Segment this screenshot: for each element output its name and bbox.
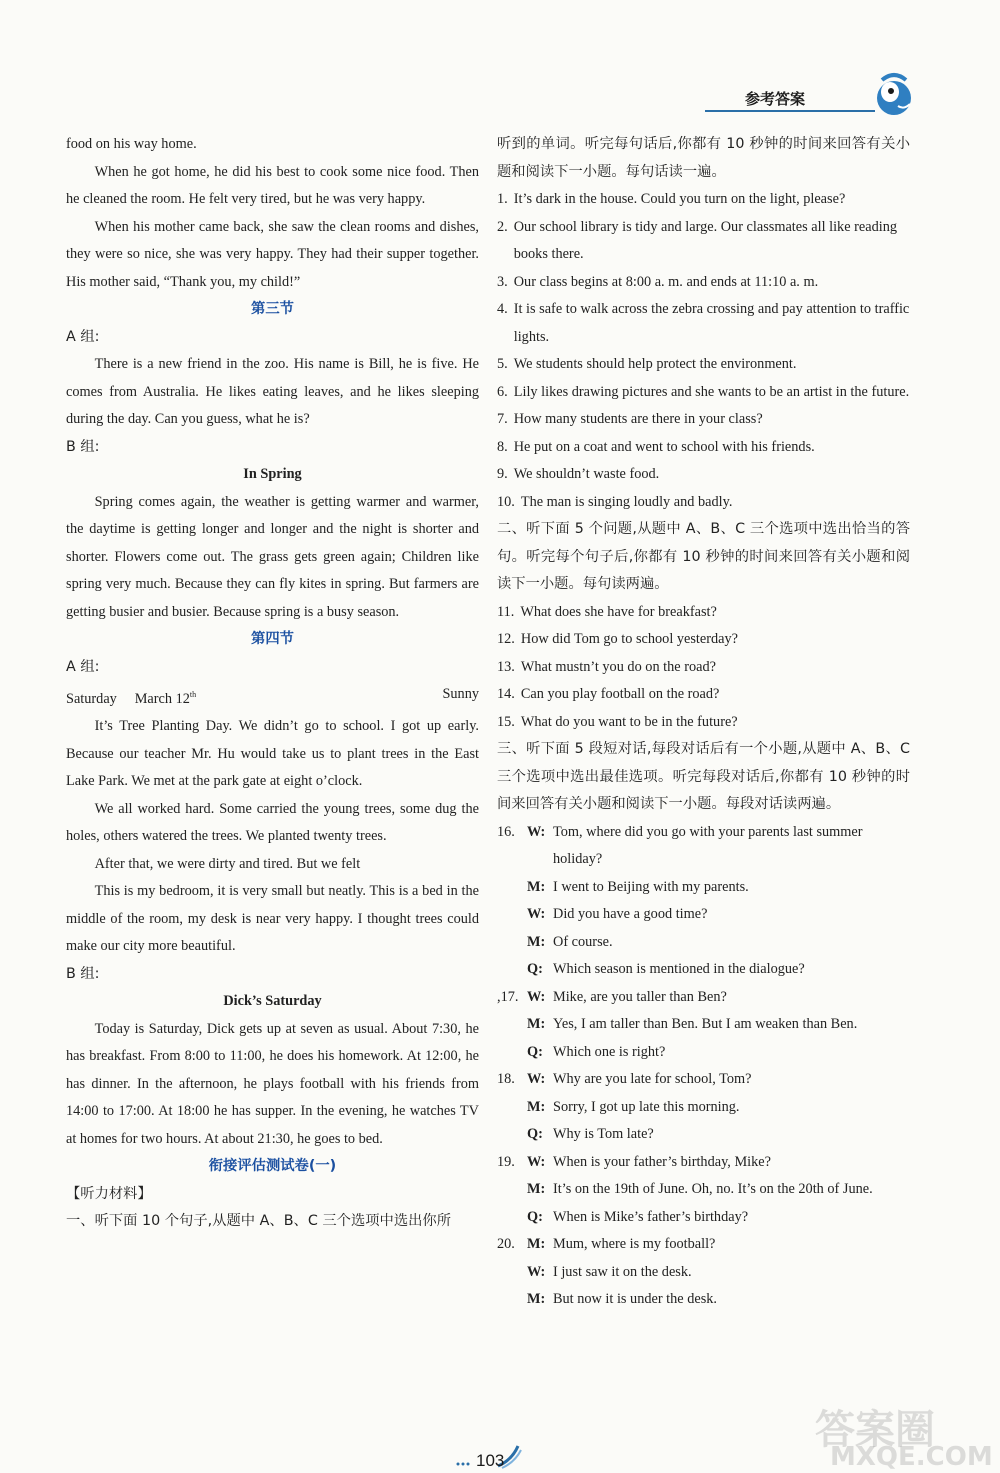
dialogue-text: When is your father’s birthday, Mike? xyxy=(553,1153,771,1170)
question-text: Our school library is tidy and large. Our classmates all like reading books there. xyxy=(513,218,897,262)
dialogue-number xyxy=(497,1176,527,1204)
dialogue-text: Which season is mentioned in the dialogue? xyxy=(553,961,805,977)
dialogue-line xyxy=(497,1149,910,1177)
dialogue-speaker: W: xyxy=(527,1071,546,1087)
question-item xyxy=(497,379,910,407)
diary-paragraph: This is my bedroom, it is very small but neatly. This is a bed in the middle of the room, my desk is near very happy. I thought trees could make our city more beautiful. xyxy=(66,883,479,955)
dialogue-number: 16. xyxy=(497,823,515,840)
question-item xyxy=(497,296,910,351)
dialogue-number xyxy=(497,874,527,902)
left-column xyxy=(66,131,479,1236)
dialogue-line xyxy=(497,1039,910,1067)
dialogue-number xyxy=(497,1094,527,1122)
question-number: 3. xyxy=(497,273,508,290)
question-number: 4. xyxy=(497,301,508,317)
dialogue-line xyxy=(497,1259,910,1287)
dialogue-number: 20. xyxy=(497,1236,515,1252)
dialogue-list xyxy=(497,819,910,1314)
question-number: 7. xyxy=(497,411,508,427)
dialogue-line xyxy=(497,929,910,957)
dialogue-text: Why are you late for school, Tom? xyxy=(553,1071,752,1087)
dialogue-speaker: W: xyxy=(527,988,546,1005)
question-number: 2. xyxy=(497,218,508,235)
essay-paragraph: Today is Saturday, Dick gets up at seven as usual. About 7:30, he has breakfast. From 8:00 to 11:00, he does his homework. At 12:00, he has dinner. In the afternoon, he plays football with his friends from 14:00 to 17:00. At 18:00 he has supper. In the evening, he watches TV at homes for two hours. At about 21:30, he goes to bed. xyxy=(66,1020,479,1147)
group-label-b: B 组: xyxy=(66,965,100,982)
dialogue-number xyxy=(497,1011,527,1039)
dialogue-speaker: Q: xyxy=(527,1126,543,1142)
question-item xyxy=(497,269,910,297)
question-text: The man is singing loudly and badly. xyxy=(520,493,733,510)
dialogue-number xyxy=(497,956,527,984)
part1-instructions: 一、听下面 10 个句子,从题中 A、B、C 三个选项中选出你所 xyxy=(66,1213,452,1230)
dialogue-text: But now it is under the desk. xyxy=(553,1291,718,1307)
question-number: 11. xyxy=(497,603,515,620)
riddle-paragraph: There is a new friend in the zoo. His name is Bill, he is five. He comes from Australia. He likes eating leaves, and he likes sleeping during the day. Can you guess, what he is? xyxy=(66,356,479,427)
dialogue-number: ,17. xyxy=(497,988,519,1005)
question-text: Our class begins at 8:00 a. m. and ends at 11:10 a. m. xyxy=(513,273,819,290)
dialogue-line xyxy=(497,874,910,902)
dialogue-number: 18. xyxy=(497,1071,515,1087)
question-text: What do you want to be in the future? xyxy=(520,713,738,730)
group-label-a: A 组: xyxy=(66,328,100,345)
question-text: It’s dark in the house. Could you turn on the light, please? xyxy=(513,191,846,207)
group-label-a: A 组: xyxy=(66,658,100,675)
dialogue-line xyxy=(497,1121,910,1149)
dialogue-number xyxy=(497,1039,527,1067)
dialogue-text: When is Mike’s father’s birthday? xyxy=(553,1208,749,1225)
question-item xyxy=(497,461,910,489)
listening-label: 【听力材料】 xyxy=(66,1185,152,1202)
diary-paragraph: After that, we were dirty and tired. But we felt xyxy=(94,855,361,872)
question-number: 9. xyxy=(497,466,508,482)
dialogue-number xyxy=(497,1259,527,1287)
dialogue-speaker: M: xyxy=(527,1236,546,1252)
page-number: 103 xyxy=(476,1451,505,1470)
part1-instructions-cont: 听到的单词。听完每句话后,你都有 10 秒钟的时间来回答有关小题和阅读下一小题。每句话读一遍。 xyxy=(497,136,910,180)
question-text: How many students are there in your class? xyxy=(513,411,763,427)
dialogue-text: Sorry, I got up late this morning. xyxy=(553,1098,740,1115)
diary-header xyxy=(66,681,479,713)
question-number: 10. xyxy=(497,493,515,510)
dialogue-text: It’s on the 19th of June. Oh, no. It’s on the 20th of June. xyxy=(553,1181,873,1197)
question-number: 1. xyxy=(497,191,508,207)
question-item xyxy=(497,681,910,709)
dialogue-line xyxy=(497,1204,910,1232)
question-item xyxy=(497,434,910,462)
cartoon-mascot-icon xyxy=(872,72,916,118)
question-item xyxy=(497,654,910,682)
essay-paragraph: Spring comes again, the weather is getting warmer and warmer, the daytime is getting longer and longer and the night is shorter and shorter. Flowers come out. The grass gets green again; Children like spring very much. Because they can fly kites in spring. But farmers are getting busier and busier. Because spring is a busy season. xyxy=(66,493,479,620)
question-text: It is safe to walk across the zebra crossing and pay attention to traffic lights. xyxy=(513,301,910,345)
test-title: 衔接评估测试卷(一) xyxy=(208,1158,337,1175)
section-heading-4: 第四节 xyxy=(251,631,294,647)
question-item xyxy=(497,709,910,737)
dialogue-line xyxy=(497,1094,910,1122)
story-paragraph: When his mother came back, she saw the clean rooms and dishes, they were so nice, she was very happy. They had their supper together. His mother said, “Thank you, my child!” xyxy=(66,218,479,290)
dialogue-line xyxy=(497,1286,910,1314)
dialogue-text: I went to Beijing with my parents. xyxy=(553,878,749,895)
dialogue-text: Of course. xyxy=(553,933,613,950)
dialogue-line xyxy=(497,1066,910,1094)
dialogue-line xyxy=(497,1231,910,1259)
dialogue-speaker: Q: xyxy=(527,1043,543,1060)
question-item xyxy=(497,186,910,214)
question-number: 5. xyxy=(497,356,508,372)
dialogue-text: Yes, I am taller than Ben. But I am weaken than Ben. xyxy=(553,1016,858,1032)
dialogue-speaker: W: xyxy=(527,1263,546,1280)
question-text: We students should help protect the environment. xyxy=(513,356,797,372)
story-paragraph: food on his way home. xyxy=(66,136,197,152)
diary-paragraph: It’s Tree Planting Day. We didn’t go to school. I got up early. Because our teacher Mr. Hu would take us to plant trees in the East Lake Park. We met at the park gate at eight o’clock. xyxy=(66,718,479,790)
question-number: 14. xyxy=(497,686,515,702)
dialogue-speaker: M: xyxy=(527,933,546,950)
section-heading-3: 第三节 xyxy=(251,301,294,317)
dialogue-speaker: Q: xyxy=(527,961,543,977)
question-number: 8. xyxy=(497,438,508,455)
dialogue-speaker: W: xyxy=(527,1153,546,1170)
question-item xyxy=(497,599,910,627)
dialogue-text: Mike, are you taller than Ben? xyxy=(553,988,727,1005)
part2-instructions: 二、听下面 5 个问题,从题中 A、B、C 三个选项中选出恰当的答句。听完每个句子后,你都有 10 秒钟的时间来回答有关小题和阅读下一小题。每句读两遍。 xyxy=(497,521,910,592)
dialogue-text: Tom, where did you go with your parents last summer holiday? xyxy=(553,823,863,867)
question-text: What does she have for breakfast? xyxy=(520,603,717,620)
question-number: 13. xyxy=(497,658,515,675)
dialogue-text: Which one is right? xyxy=(553,1043,666,1060)
question-item xyxy=(497,489,910,517)
question-text: Can you play football on the road? xyxy=(520,686,720,702)
dialogue-speaker: M: xyxy=(527,1291,546,1307)
dialogue-line xyxy=(497,819,910,874)
dialogue-line xyxy=(497,956,910,984)
dialogue-text: I just saw it on the desk. xyxy=(553,1263,692,1280)
question-item xyxy=(497,351,910,379)
dialogue-number xyxy=(497,929,527,957)
part2-list xyxy=(497,599,910,737)
question-item xyxy=(497,214,910,269)
diary-date-suffix: th xyxy=(189,690,197,699)
question-text: What mustn’t you do on the road? xyxy=(520,658,716,675)
header-label: 参考答案 xyxy=(745,90,806,108)
right-column xyxy=(497,131,910,1314)
question-text: Lily likes drawing pictures and she wants to be an artist in the future. xyxy=(513,383,910,400)
diary-paragraph: We all worked hard. Some carried the young trees, some dug the holes, others watered the trees. We planted twenty trees. xyxy=(66,800,479,845)
dialogue-line xyxy=(497,984,910,1012)
story-paragraph: When he got home, he did his best to cook some nice food. Then he cleaned the room. He felt very tired, but he was very happy. xyxy=(66,163,479,207)
dialogue-text: Mum, where is my football? xyxy=(553,1236,716,1252)
question-number: 12. xyxy=(497,631,515,647)
dialogue-number xyxy=(497,1286,527,1314)
dialogue-speaker: W: xyxy=(527,906,546,922)
question-item xyxy=(497,626,910,654)
watermark-logo: 答案圈 xyxy=(815,1407,935,1453)
diary-day: Saturday xyxy=(66,690,117,707)
diary-weather: Sunny xyxy=(442,686,479,702)
dialogue-line xyxy=(497,901,910,929)
essay-title: In Spring xyxy=(243,466,302,482)
dialogue-text: Did you have a good time? xyxy=(553,906,708,922)
dialogue-number xyxy=(497,1204,527,1232)
dialogue-number: 19. xyxy=(497,1153,515,1170)
question-text: He put on a coat and went to school with his friends. xyxy=(513,438,815,455)
watermark-url: MXQE.COM xyxy=(830,1442,993,1472)
dialogue-speaker: M: xyxy=(527,1016,546,1032)
dialogue-number xyxy=(497,901,527,929)
dialogue-line xyxy=(497,1176,910,1204)
question-item xyxy=(497,406,910,434)
diary-date: March 12 xyxy=(134,690,190,707)
part3-instructions: 三、听下面 5 段短对话,每段对话后有一个小题,从题中 A、B、C 三个选项中选出最佳选项。听完每段对话后,你都有 10 秒钟的时间来回答有关小题和阅读下一小题。每段对话读两遍。 xyxy=(497,741,910,812)
dialogue-speaker: Q: xyxy=(527,1208,543,1225)
dialogue-line xyxy=(497,1011,910,1039)
dialogue-speaker: M: xyxy=(527,1098,546,1115)
question-number: 6. xyxy=(497,383,508,400)
dialogue-speaker: M: xyxy=(527,878,546,895)
question-text: We shouldn’t waste food. xyxy=(513,466,660,482)
header-divider xyxy=(705,110,875,112)
question-text: How did Tom go to school yesterday? xyxy=(520,631,739,647)
dialogue-number xyxy=(497,1121,527,1149)
essay-title: Dick’s Saturday xyxy=(223,993,322,1010)
question-number: 15. xyxy=(497,713,515,730)
part1-list xyxy=(497,186,910,516)
dialogue-text: Why is Tom late? xyxy=(553,1126,654,1142)
dialogue-speaker: M: xyxy=(527,1181,546,1197)
dialogue-speaker: W: xyxy=(527,823,546,840)
group-label-b: B 组: xyxy=(66,438,100,455)
